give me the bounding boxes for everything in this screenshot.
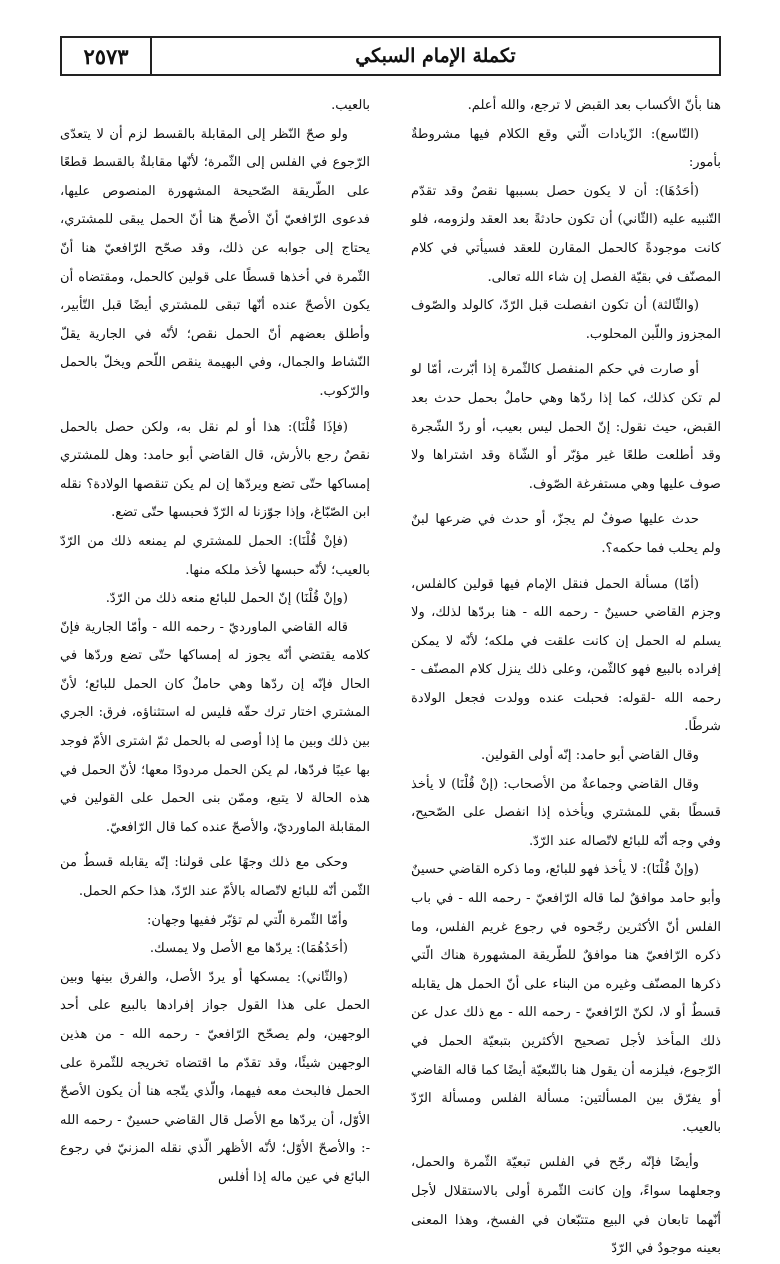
paragraph: وأمّا الثّمرة الّتي لم تؤبّر ففيها وجهان: [147,912,348,928]
paragraph: وأيضًا فإنّه رجّح في الفلس تبعيّة الثّمرة والحمل، وجعلهما سواءً، وإن كانت الثّمرة أولى بالاستقلال لأجل أنّهما تابعان في البيع متتبّعان في الفسخ، وهذا المعنى بعينه موجودٌ في الرّدّ [411,1155,721,1257]
running-title: تكملة الإمام السبكي [355,45,516,67]
page-header [60,36,721,76]
paragraph: (فإذَا قُلْنَا): هذا أو لم نقل به، ولكن حصل بالحمل نقصٌ رجع بالأرش، قال القاضي أبو حامد: وهل للمشتري إمساكها حتّى تضع ويردّها إن لم يكن تنقصها الولادة؟ نقله ابن الصّبّاغ، وإذا جوّزنا له الرّدّ فحبسها حتّى تضع. [60,419,370,521]
paragraph: حدث عليها صوفٌ لم يجزّ، أو حدث في ضرعها لبنٌ ولم يحلب فما حكمه؟. [411,512,721,556]
paragraph: ولو صحّ النّظر إلى المقابلة بالقسط لزم أن لا يتعدّى الرّجوع في الفلس إلى الثّمرة؛ لأنّها مقابلةٌ بالقسط قطعًا على الطّريقة الصّحيحة المشهورة المنصوص عليها، فدعوى الرّافعيّ أنّ الأصحّ هنا أنّ الحمل يبقى للمشتري، يحتاج إلى جوابه عن ذلك، وقد صحّح الرّافعيّ هنا أنّ الثّمرة في أخذها قسطًا على قولين كالحمل، ومقتضاه أن يكون الأصحّ عنده أنّها تبقى للمشتري أيضًا قبل التّأبير، وأطلق بعضهم أنّ الحمل نقص؛ لأنّه في الجارية يقلّ النّشاط والجمال، وفي البهيمة ينقص اللّحم ويخلّ بالحمل والرّكوب. [60,126,370,399]
paragraph: (وإنْ قُلْنَا) إنّ الحمل للبائع منعه ذلك من الرّدّ. [105,591,348,607]
paragraph: قاله القاضي الماورديّ - رحمه الله - وأمّا الجارية فإنّ كلامه يقتضي أنّه يجوز له إمساكها حتّى تضع وردّها في الحال فإنّه إن ردّها وهي حاملٌ كان الحمل للبائع؛ لأنّ المشتري اختار ترك حقّه فليس له استثناؤه، فرق: الجري بين ذلك وبين ما إذا أوصى له بالحمل ثمّ اشترى الأمّ فوجد بها عيبًا فردّها، لم يكن الحمل مردودًا معها؛ لأنّ الحمل في هذه الحالة لا يتبع، وممّن بنى الحمل على القولين في المقابلة الماورديّ، والأصحّ عنده كما قال الرّافعيّ. [60,619,370,835]
paragraph: أو صارت في حكم المنفصل كالثّمرة إذا أبّرت، أمّا لو لم تكن كذلك، كما إذا ردّها وهي حاملٌ بحمل حدث بعد القبض، حيث نقول: إنّ الحمل ليس بعيب، أو ردّ الشّجرة وقد أطلعت طلعًا غير مؤبّر أو الشّاة وقد اشتراها ولا صوف عليها وهي مستفرغة الصّوف. [411,362,721,492]
left-column [60,92,370,1185]
paragraph: وحكى مع ذلك وجهًا على قولنا: إنّه يقابله قسطٌ من الثّمن أنّه للبائع لاتّصاله بالأمّ عند الرّدّ، هذا حكم الحمل. [60,855,370,900]
paragraph: (وإنْ قُلْنَا): لا يأخذ فهو للبائع، وما ذكره القاضي حسينٌ وأبو حامد موافقٌ لما قاله الرّافعيّ - رحمه الله - في باب الفلس أنّ الأكثرين رجّحوه في رجوع غريم الفلس، وما ذكره الرّافعيّ هنا موافقٌ للطّريقة المشهورة هناك الّتي ذكرها المصنّف وغيره من البناء على أنّ الحمل هل يقابله قسطٌ أو لا، لكنّ الرّافعيّ - رحمه الله - مع ذلك عدل عن ذلك المأخذ لأجل تصحيح الأكثرين بتبعيّة الحمل في الرّجوع، فيلزمه أن يقول هنا بالتّبعيّة أيضًا كما قاله القاضي أو يفرّق بين المسألتين: مسألة الفلس ومسألة الرّدّ بالعيب. [411,862,721,1135]
paragraph: (أمّا) مسألة الحمل فنقل الإمام فيها قولين كالفلس، وجزم القاضي حسينٌ - رحمه الله - هنا بردّها لذلك، ولا يسلم له الحمل إن كانت علقت في ملكه؛ لأنّه لا يمكن إفراده بالبيع فهو كالثّمن، وعلى ذلك ينزل كلام المصنّف - رحمه الله -لقوله: فحبلت عنده وولدت فجعل الولادة شرطًا. [411,576,721,735]
paragraph: وقال القاضي أبو حامد: إنّه أولى القولين. [480,748,699,764]
right-column [411,92,721,1257]
paragraph: (أحَدُهَا): أن لا يكون حصل بسببها نقصٌ وقد تقدّم التّنبيه عليه (الثّاني) أن تكون حادثةً بعد العقد ولزومه، فلو كانت موجودةً كالحمل المقارن للعقد فسيأتي في كلام المصنّف في بقيّة الفصل إن شاء الله تعالى. [411,183,721,285]
paragraph: (والثّاني): يمسكها أو يردّ الأصل، والفرق بينها وبين الحمل على هذا القول جواز إفرادها بالبيع على أحد الوجهين، ولم يصحّح الرّافعيّ - رحمه الله - من هذين الوجهين شيئًا، وقد تقدّم ما اقتضاه تخريجه للثّمرة على الحمل فالبحث معه فيهما، والّذي يتّجه هنا أن يكون الأصحّ الأوّل، أن يردّها مع الأصل قال القاضي حسينٌ - رحمه الله -: والأصحّ الأوّل؛ لأنّه الأظهر الّذي نقله المزنيّ في رجوع البائع في عين ماله إذا أفلس [60,969,370,1185]
paragraph: (فإنْ قُلْنَا): الحمل للمشتري لم يمنعه ذلك من الرّدّ بالعيب؛ لأنّه حبسها لأخذ ملكه منها. [60,533,370,578]
paragraph: (والثّالثة) أن تكون انفصلت قبل الرّدّ، كالولد والصّوف المجزوز واللّبن المحلوب. [411,298,721,342]
paragraph: (أحَدُهُمَا): يردّها مع الأصل ولا يمسك. [149,941,348,957]
paragraph: (التّاسع): الزّيادات الّتي وقع الكلام فيها مشروطةٌ بأمور: [411,126,721,171]
text-columns [60,92,721,1257]
paragraph: وقال القاضي وجماعةٌ من الأصحاب: (إنْ قُلْنَا) لا يأخذ قسطًا بقي للمشتري ويأخذه إذا انفصل على الصّحيح، وفي وجه أنّه للبائع لاتّصاله عند الرّدّ. [411,776,721,849]
paragraph: بالعيب. [331,98,370,113]
page-number: ٢٥٧٣ [62,38,152,74]
paragraph: هنا بأنّ الأكساب بعد القبض لا ترجع، والله أعلم. [467,98,721,113]
